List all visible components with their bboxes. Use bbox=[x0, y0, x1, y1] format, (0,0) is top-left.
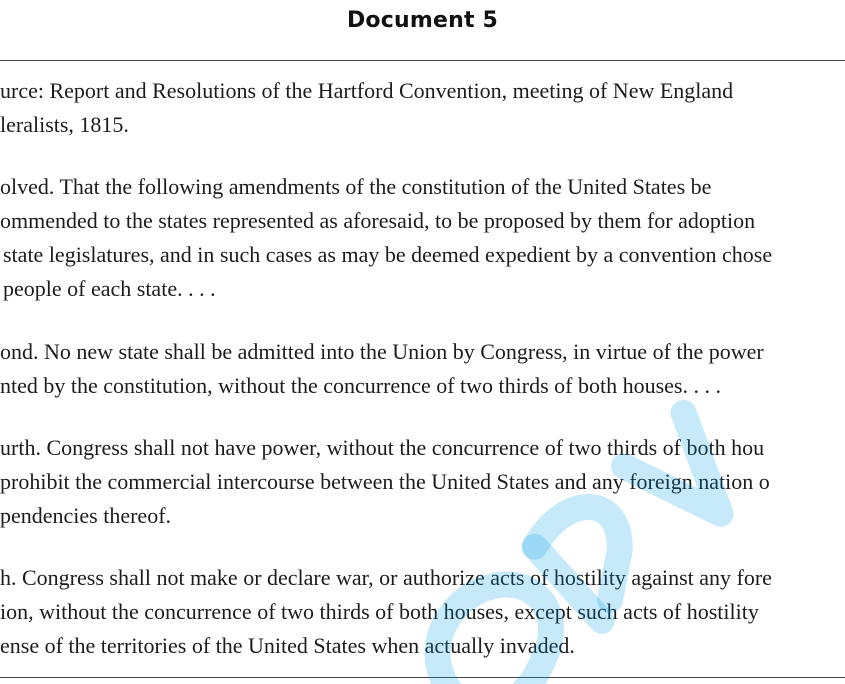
paragraph-1-line-4: people of each state. . . . bbox=[3, 276, 216, 301]
paragraph-1-line-2: ommended to the states represented as aforesaid, to be proposed by them for adoption bbox=[0, 208, 756, 233]
paragraph-1-line-3: state legislatures, and in such cases as may be deemed expedient by a convention chose bbox=[3, 242, 773, 267]
paragraph-4-line-3: ense of the territories of the United States when actually invaded. bbox=[0, 633, 575, 658]
document-title: Document 5 bbox=[346, 8, 499, 33]
source-line-1: urce: Report and Resolutions of the Hartford Convention, meeting of New England bbox=[0, 78, 734, 103]
paragraph-1-line-1: olved. That the following amendments of the constitution of the United States be bbox=[0, 174, 712, 199]
paragraph-3-line-1: urth. Congress shall not have power, without the concurrence of two thirds of both hou bbox=[0, 435, 765, 460]
paragraph-3-line-3: pendencies thereof. bbox=[0, 503, 172, 528]
bottom-divider bbox=[0, 677, 845, 678]
source-line-2: leralists, 1815. bbox=[0, 112, 129, 137]
top-divider bbox=[0, 60, 845, 61]
paragraph-2-line-1: ond. No new state shall be admitted into the Union by Congress, in virtue of the power bbox=[0, 339, 764, 364]
paragraph-3-line-2: prohibit the commercial intercourse between the United States and any foreign nation o bbox=[0, 469, 770, 494]
paragraph-4-line-2: ion, without the concurrence of two thirds of both houses, except such acts of hostility bbox=[0, 599, 759, 624]
paragraph-4-line-1: h. Congress shall not make or declare war, or authorize acts of hostility against any fore bbox=[0, 565, 772, 590]
paragraph-2-line-2: nted by the constitution, without the concurrence of two thirds of both houses. . . . bbox=[0, 373, 721, 398]
